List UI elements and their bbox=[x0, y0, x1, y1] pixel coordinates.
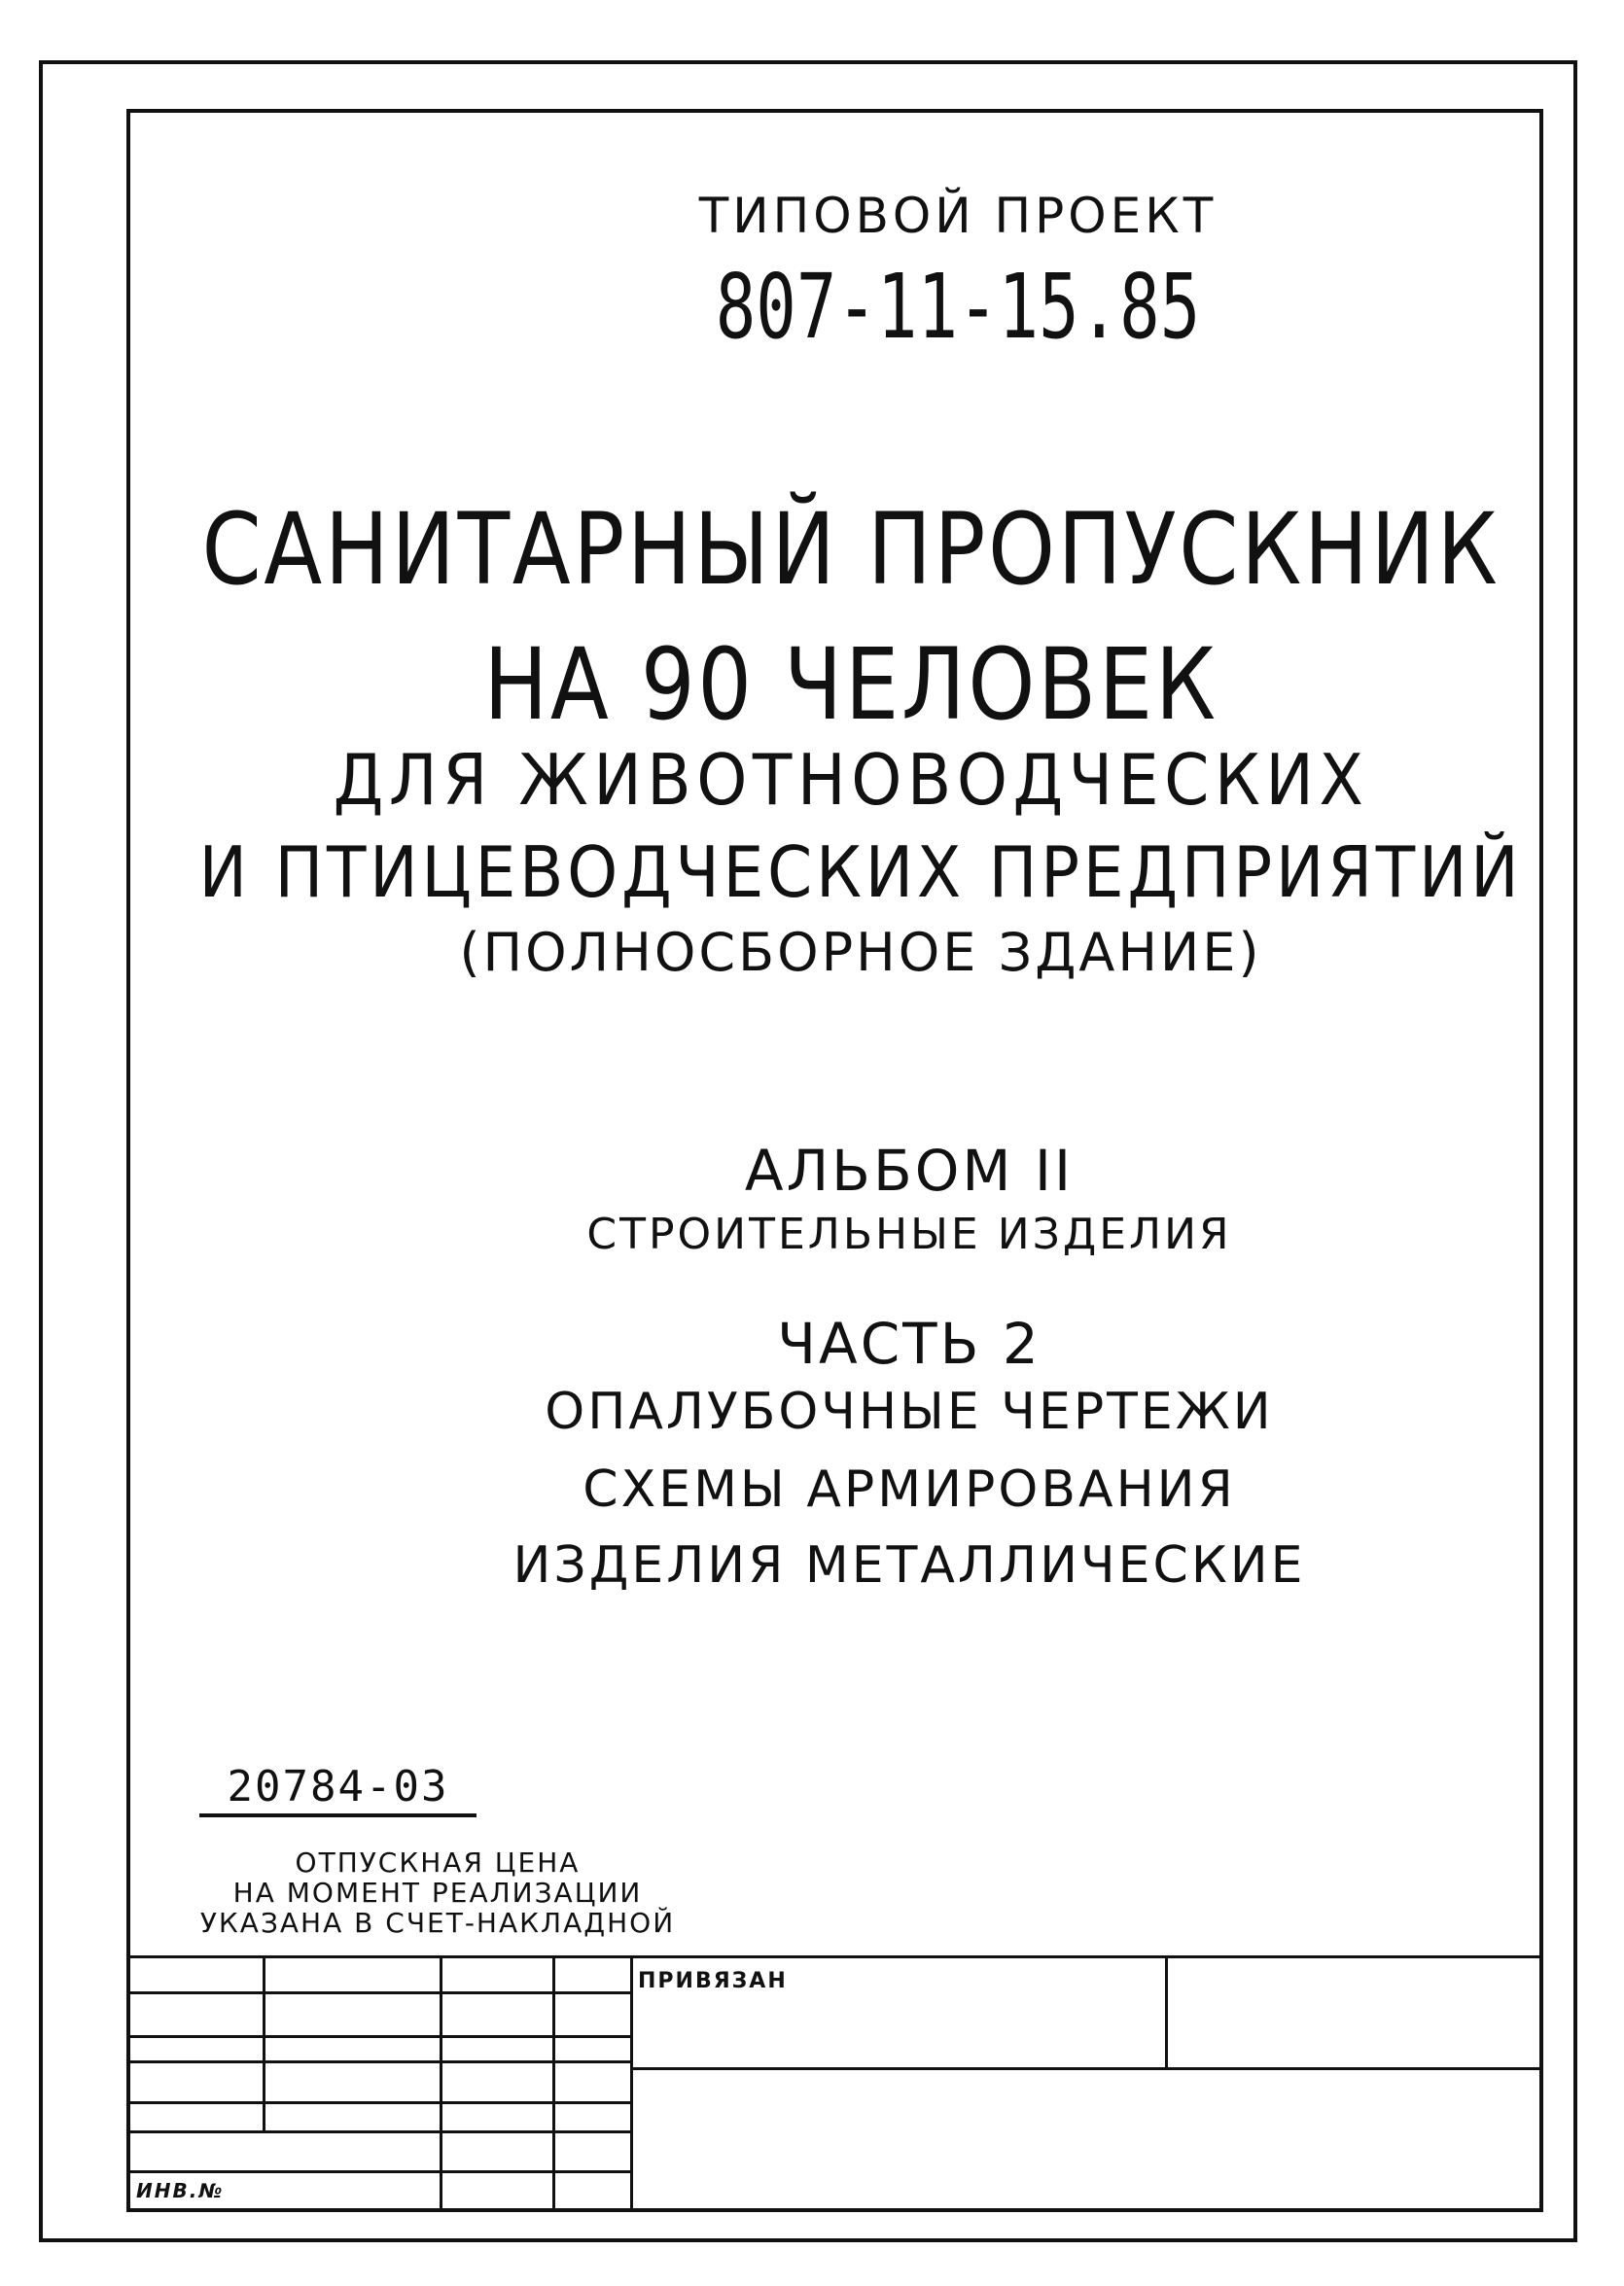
price-note-line-1: ОТПУСКНАЯ ЦЕНА bbox=[295, 1846, 581, 1879]
title-block-col-line bbox=[1165, 1955, 1168, 2067]
attached-label: ПРИВЯЗАН bbox=[638, 1969, 788, 1993]
document-code: 20784-03 bbox=[199, 1762, 477, 1817]
title-block bbox=[126, 1955, 1543, 2212]
album-label: АЛЬБОМ II bbox=[744, 1138, 1075, 1204]
price-note-line-2: НА МОМЕНТ РЕАЛИЗАЦИИ bbox=[232, 1877, 643, 1909]
project-number: 807-11-15.85 bbox=[715, 255, 1201, 359]
title-line-5: (ПОЛНОСБОРНОЕ ЗДАНИЕ) bbox=[459, 922, 1262, 983]
title-line-3: ДЛЯ ЖИВОТНОВОДЧЕСКИХ bbox=[333, 739, 1369, 821]
album-subtitle: СТРОИТЕЛЬНЫЕ ИЗДЕЛИЯ bbox=[586, 1210, 1232, 1259]
title-block-col-line bbox=[552, 1955, 555, 2212]
title-line-4: И ПТИЦЕВОДЧЕСКИХ ПРЕДПРИЯТИЙ bbox=[198, 831, 1523, 913]
inventory-number-label: ИНВ.№ bbox=[136, 2179, 225, 2202]
part-label: ЧАСТЬ 2 bbox=[777, 1311, 1041, 1377]
title-block-col-line bbox=[263, 1955, 265, 2130]
part-item-metal-products: ИЗДЕЛИЯ МЕТАЛЛИЧЕСКИЕ bbox=[512, 1536, 1306, 1595]
project-type-label: ТИПОВОЙ ПРОЕКТ bbox=[698, 188, 1218, 244]
price-note bbox=[165, 1847, 710, 1938]
title-block-top-line bbox=[126, 1955, 1543, 1958]
title-line-1: САНИТАРНЫЙ ПРОПУСКНИК bbox=[201, 492, 1500, 608]
part-item-reinforcement: СХЕМЫ АРМИРОВАНИЯ bbox=[583, 1460, 1236, 1519]
part-item-formwork: ОПАЛУБОЧНЫЕ ЧЕРТЕЖИ bbox=[545, 1383, 1274, 1441]
title-block-row-line bbox=[630, 2067, 1543, 2070]
title-block-col-line bbox=[440, 1955, 442, 2212]
title-line-2: НА 90 ЧЕЛОВЕК bbox=[483, 627, 1218, 743]
price-note-line-3: УКАЗАНА В СЧЕТ-НАКЛАДНОЙ bbox=[199, 1907, 676, 1939]
title-block-col-line bbox=[630, 1955, 633, 2212]
